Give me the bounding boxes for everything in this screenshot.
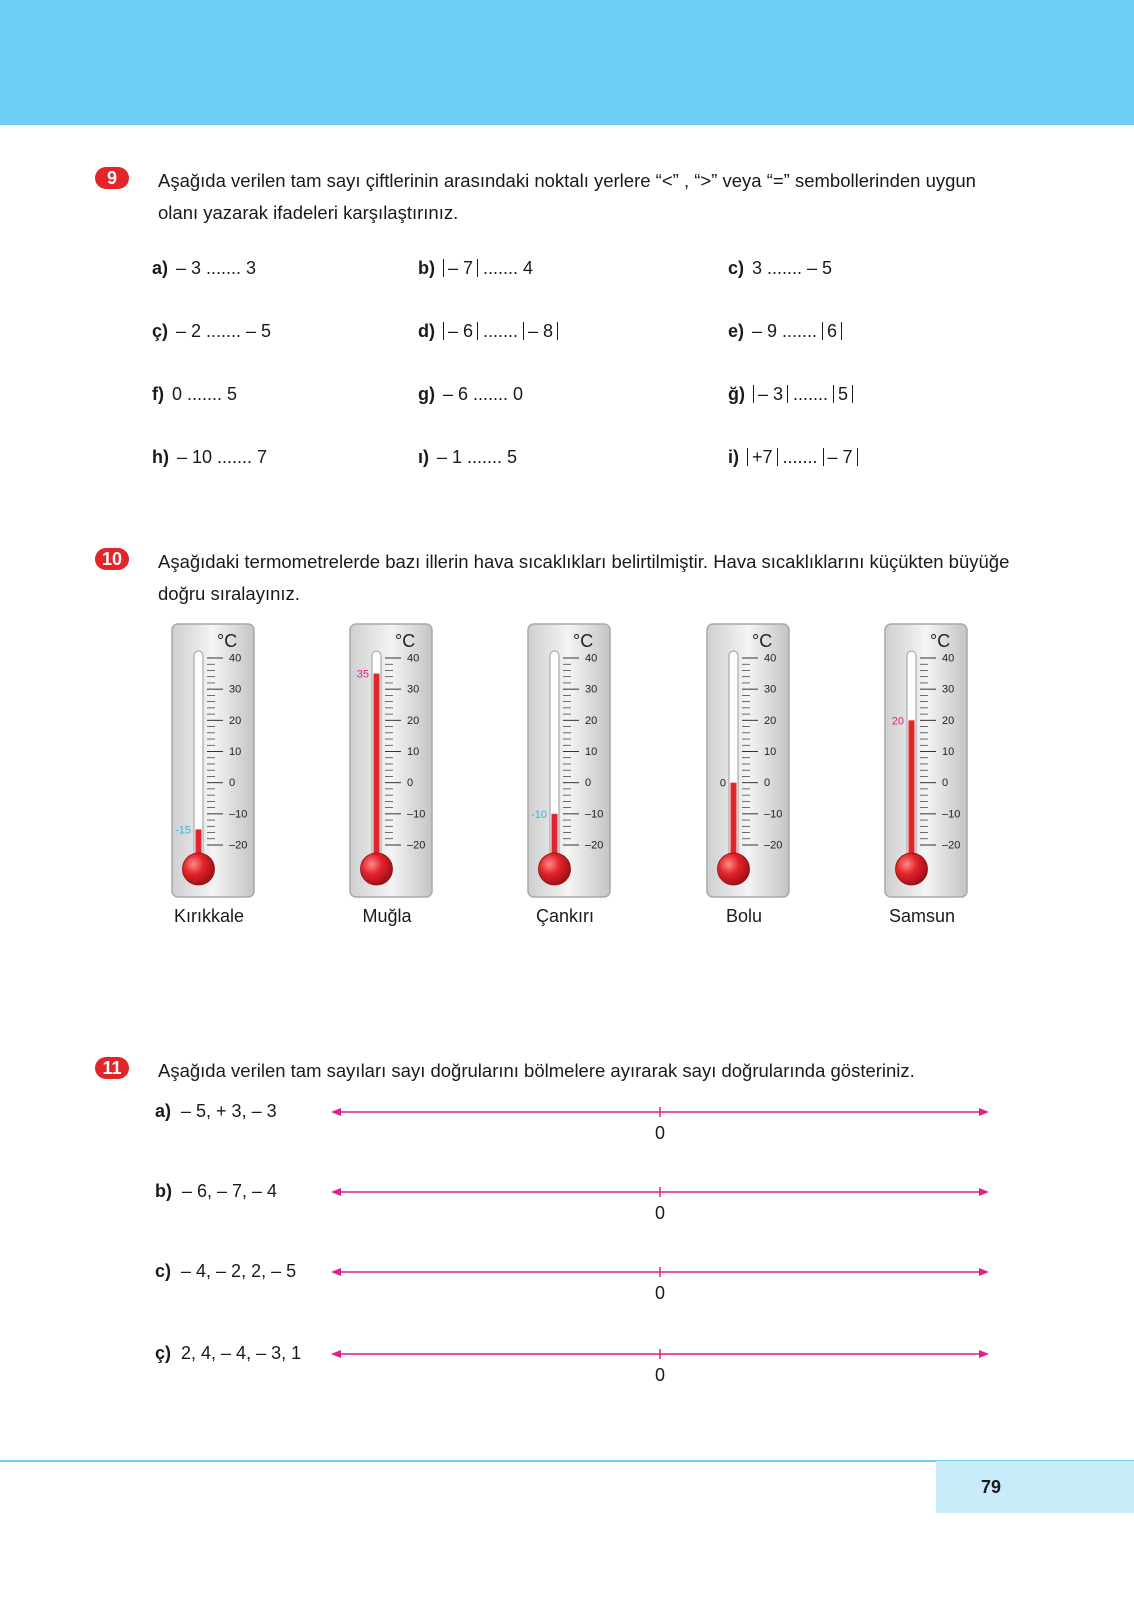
number-line-item bbox=[155, 1101, 277, 1122]
item-label: a) bbox=[155, 1101, 172, 1121]
thermometer-graphic bbox=[349, 623, 433, 898]
absolute-value: – 7 bbox=[823, 448, 858, 466]
thermometer-graphic bbox=[527, 623, 611, 898]
expression-text: – 1 ....... 5 bbox=[437, 447, 518, 467]
scale-label: 0 bbox=[764, 777, 771, 790]
page-number: 79 bbox=[980, 1477, 1002, 1497]
thermometer-panel bbox=[885, 624, 967, 897]
temperature-value-label: 0 bbox=[719, 777, 726, 790]
absolute-value: – 7 bbox=[443, 259, 478, 277]
expression-text: 3 ....... – 5 bbox=[752, 258, 833, 278]
item-label: d) bbox=[418, 321, 435, 341]
number-line bbox=[330, 1102, 990, 1142]
scale-label: 20 bbox=[229, 714, 242, 727]
city-label: Kırıkkale bbox=[173, 906, 245, 926]
thermometer-bulb bbox=[361, 853, 393, 885]
temperature-value-label: 20 bbox=[891, 715, 904, 728]
scale-label: 0 bbox=[942, 777, 949, 790]
comparison-item bbox=[152, 447, 267, 468]
unit-label: °C bbox=[930, 631, 951, 651]
unit-label: °C bbox=[752, 631, 773, 651]
right-arrow-icon bbox=[979, 1188, 989, 1196]
mercury-column bbox=[909, 720, 915, 868]
comparison-item bbox=[728, 258, 832, 279]
item-label: ı) bbox=[418, 447, 429, 467]
question-text: Aşağıdaki termometrelerde bazı illerin hava sıcaklıkları belirtilmiştir. Hava sıcaklıklarını küçükten büyüğe doğru sıralayınız. bbox=[158, 551, 1010, 604]
number-line-item bbox=[155, 1181, 277, 1202]
thermometer bbox=[527, 623, 611, 898]
item-label: g) bbox=[418, 384, 435, 404]
scale-label: 30 bbox=[764, 683, 777, 696]
comparison-item bbox=[418, 321, 558, 342]
scale-label: –20 bbox=[229, 839, 248, 852]
integer-list: – 5, + 3, – 3 bbox=[181, 1101, 277, 1121]
city-label: Bolu bbox=[725, 906, 763, 926]
item-label: a) bbox=[152, 258, 169, 278]
unit-label: °C bbox=[217, 631, 238, 651]
scale-label: –10 bbox=[764, 808, 783, 821]
scale-label: 40 bbox=[229, 652, 242, 665]
expression-text: – 6 ....... 0 bbox=[443, 384, 524, 404]
number-line-item bbox=[155, 1261, 296, 1282]
scale-label: –10 bbox=[585, 808, 604, 821]
scale-label: 0 bbox=[585, 777, 592, 790]
thermometer-panel bbox=[350, 624, 432, 897]
expression-text: ....... bbox=[478, 321, 524, 341]
item-label: b) bbox=[155, 1181, 172, 1201]
expression-text: ....... bbox=[788, 384, 834, 404]
scale-label: 40 bbox=[585, 652, 598, 665]
city-label: Samsun bbox=[888, 906, 956, 926]
scale-label: –10 bbox=[407, 808, 426, 821]
item-label: b) bbox=[418, 258, 435, 278]
zero-label: 0 bbox=[654, 1123, 666, 1142]
scale-label: 20 bbox=[942, 714, 955, 727]
expression-text: – 10 ....... 7 bbox=[177, 447, 268, 467]
scale-label: 20 bbox=[764, 714, 777, 727]
item-label: ğ) bbox=[728, 384, 745, 404]
thermometer-bulb bbox=[183, 853, 215, 885]
scale-label: 30 bbox=[229, 683, 242, 696]
scale-label: 30 bbox=[407, 683, 420, 696]
question-text: Aşağıda verilen tam sayıları sayı doğrularını bölmelere ayırarak sayı doğrularında gösteriniz. bbox=[158, 1060, 915, 1081]
zero-label: 0 bbox=[654, 1283, 666, 1302]
scale-label: –20 bbox=[764, 839, 783, 852]
scale-label: 40 bbox=[942, 652, 955, 665]
city-label: Çankırı bbox=[535, 906, 595, 926]
integer-list: – 6, – 7, – 4 bbox=[182, 1181, 278, 1201]
temperature-value-label: -10 bbox=[531, 808, 547, 821]
absolute-value: +7 bbox=[747, 448, 778, 466]
item-label: c) bbox=[155, 1261, 172, 1281]
expression-text: – 9 ....... bbox=[752, 321, 823, 341]
thermometer-graphic bbox=[884, 623, 968, 898]
absolute-value: 6 bbox=[822, 322, 842, 340]
absolute-value: – 3 bbox=[753, 385, 788, 403]
thermometer-bulb bbox=[539, 853, 571, 885]
item-label: i) bbox=[728, 447, 739, 467]
scale-label: 0 bbox=[407, 777, 414, 790]
scale-label: –20 bbox=[407, 839, 426, 852]
integer-list: – 4, – 2, 2, – 5 bbox=[181, 1261, 297, 1281]
number-line-item bbox=[155, 1343, 301, 1364]
question-number-badge: 11 bbox=[95, 1057, 129, 1079]
expression-text: – 2 ....... – 5 bbox=[176, 321, 272, 341]
scale-label: 10 bbox=[585, 746, 598, 758]
comparison-item bbox=[728, 384, 853, 405]
scale-label: 0 bbox=[229, 777, 236, 790]
number-line bbox=[330, 1262, 990, 1302]
zero-label: 0 bbox=[654, 1365, 666, 1384]
number-line bbox=[330, 1344, 990, 1384]
mercury-column bbox=[374, 674, 380, 868]
city-label: Muğla bbox=[362, 906, 412, 926]
question-text: Aşağıda verilen tam sayı çiftlerinin arasındaki noktalı yerlere “<” , “>” veya “=” sembollerinden uygun olanı yazarak ifadeleri karşılaştırınız. bbox=[158, 170, 976, 223]
expression-text: ....... 4 bbox=[478, 258, 534, 278]
item-label: h) bbox=[152, 447, 169, 467]
right-arrow-icon bbox=[979, 1108, 989, 1116]
item-label: ç) bbox=[155, 1343, 172, 1363]
header-band bbox=[0, 0, 1134, 125]
zero-label: 0 bbox=[654, 1203, 666, 1222]
comparison-item bbox=[152, 321, 271, 342]
scale-label: –10 bbox=[229, 808, 248, 821]
question-number-badge: 10 bbox=[95, 548, 129, 570]
thermometer-panel bbox=[172, 624, 254, 897]
scale-label: –20 bbox=[942, 839, 961, 852]
expression-text: 0 ....... 5 bbox=[172, 384, 238, 404]
thermometer bbox=[349, 623, 433, 898]
comparison-item bbox=[418, 258, 533, 279]
absolute-value: 5 bbox=[833, 385, 853, 403]
number-line bbox=[330, 1182, 990, 1222]
thermometer-bulb bbox=[896, 853, 928, 885]
left-arrow-icon bbox=[331, 1108, 341, 1116]
scale-label: 40 bbox=[407, 652, 420, 665]
item-label: ç) bbox=[152, 321, 169, 341]
absolute-value: – 8 bbox=[523, 322, 558, 340]
temperature-value-label: 35 bbox=[356, 668, 369, 681]
item-label: e) bbox=[728, 321, 745, 341]
unit-label: °C bbox=[573, 631, 594, 651]
thermometer-panel bbox=[528, 624, 610, 897]
scale-label: 30 bbox=[585, 683, 598, 696]
comparison-item bbox=[418, 447, 517, 468]
comparison-item bbox=[728, 447, 858, 468]
comparison-item bbox=[152, 384, 237, 405]
thermometer-graphic bbox=[706, 623, 790, 898]
question-number-badge: 9 bbox=[95, 167, 129, 189]
item-label: f) bbox=[152, 384, 164, 404]
thermometer bbox=[884, 623, 968, 898]
unit-label: °C bbox=[395, 631, 416, 651]
scale-label: 10 bbox=[407, 746, 420, 758]
scale-label: 30 bbox=[942, 683, 955, 696]
scale-label: 10 bbox=[942, 746, 955, 758]
temperature-value-label: -15 bbox=[175, 824, 191, 837]
scale-label: –20 bbox=[585, 839, 604, 852]
expression-text: – 3 ....... 3 bbox=[176, 258, 257, 278]
scale-label: 20 bbox=[407, 714, 420, 727]
integer-list: 2, 4, – 4, – 3, 1 bbox=[181, 1343, 302, 1363]
thermometer-bulb bbox=[718, 853, 750, 885]
thermometer bbox=[706, 623, 790, 898]
scale-label: 10 bbox=[764, 746, 777, 758]
scale-label: 20 bbox=[585, 714, 598, 727]
thermometer-graphic bbox=[171, 623, 255, 898]
comparison-item bbox=[418, 384, 523, 405]
thermometer-panel bbox=[707, 624, 789, 897]
absolute-value: – 6 bbox=[443, 322, 478, 340]
scale-label: 10 bbox=[229, 746, 242, 758]
right-arrow-icon bbox=[979, 1268, 989, 1276]
left-arrow-icon bbox=[331, 1350, 341, 1358]
thermometer bbox=[171, 623, 255, 898]
comparison-item bbox=[152, 258, 256, 279]
left-arrow-icon bbox=[331, 1268, 341, 1276]
right-arrow-icon bbox=[979, 1350, 989, 1358]
scale-label: 40 bbox=[764, 652, 777, 665]
left-arrow-icon bbox=[331, 1188, 341, 1196]
expression-text: ....... bbox=[777, 447, 823, 467]
comparison-item bbox=[728, 321, 842, 342]
scale-label: –10 bbox=[942, 808, 961, 821]
item-label: c) bbox=[728, 258, 745, 278]
